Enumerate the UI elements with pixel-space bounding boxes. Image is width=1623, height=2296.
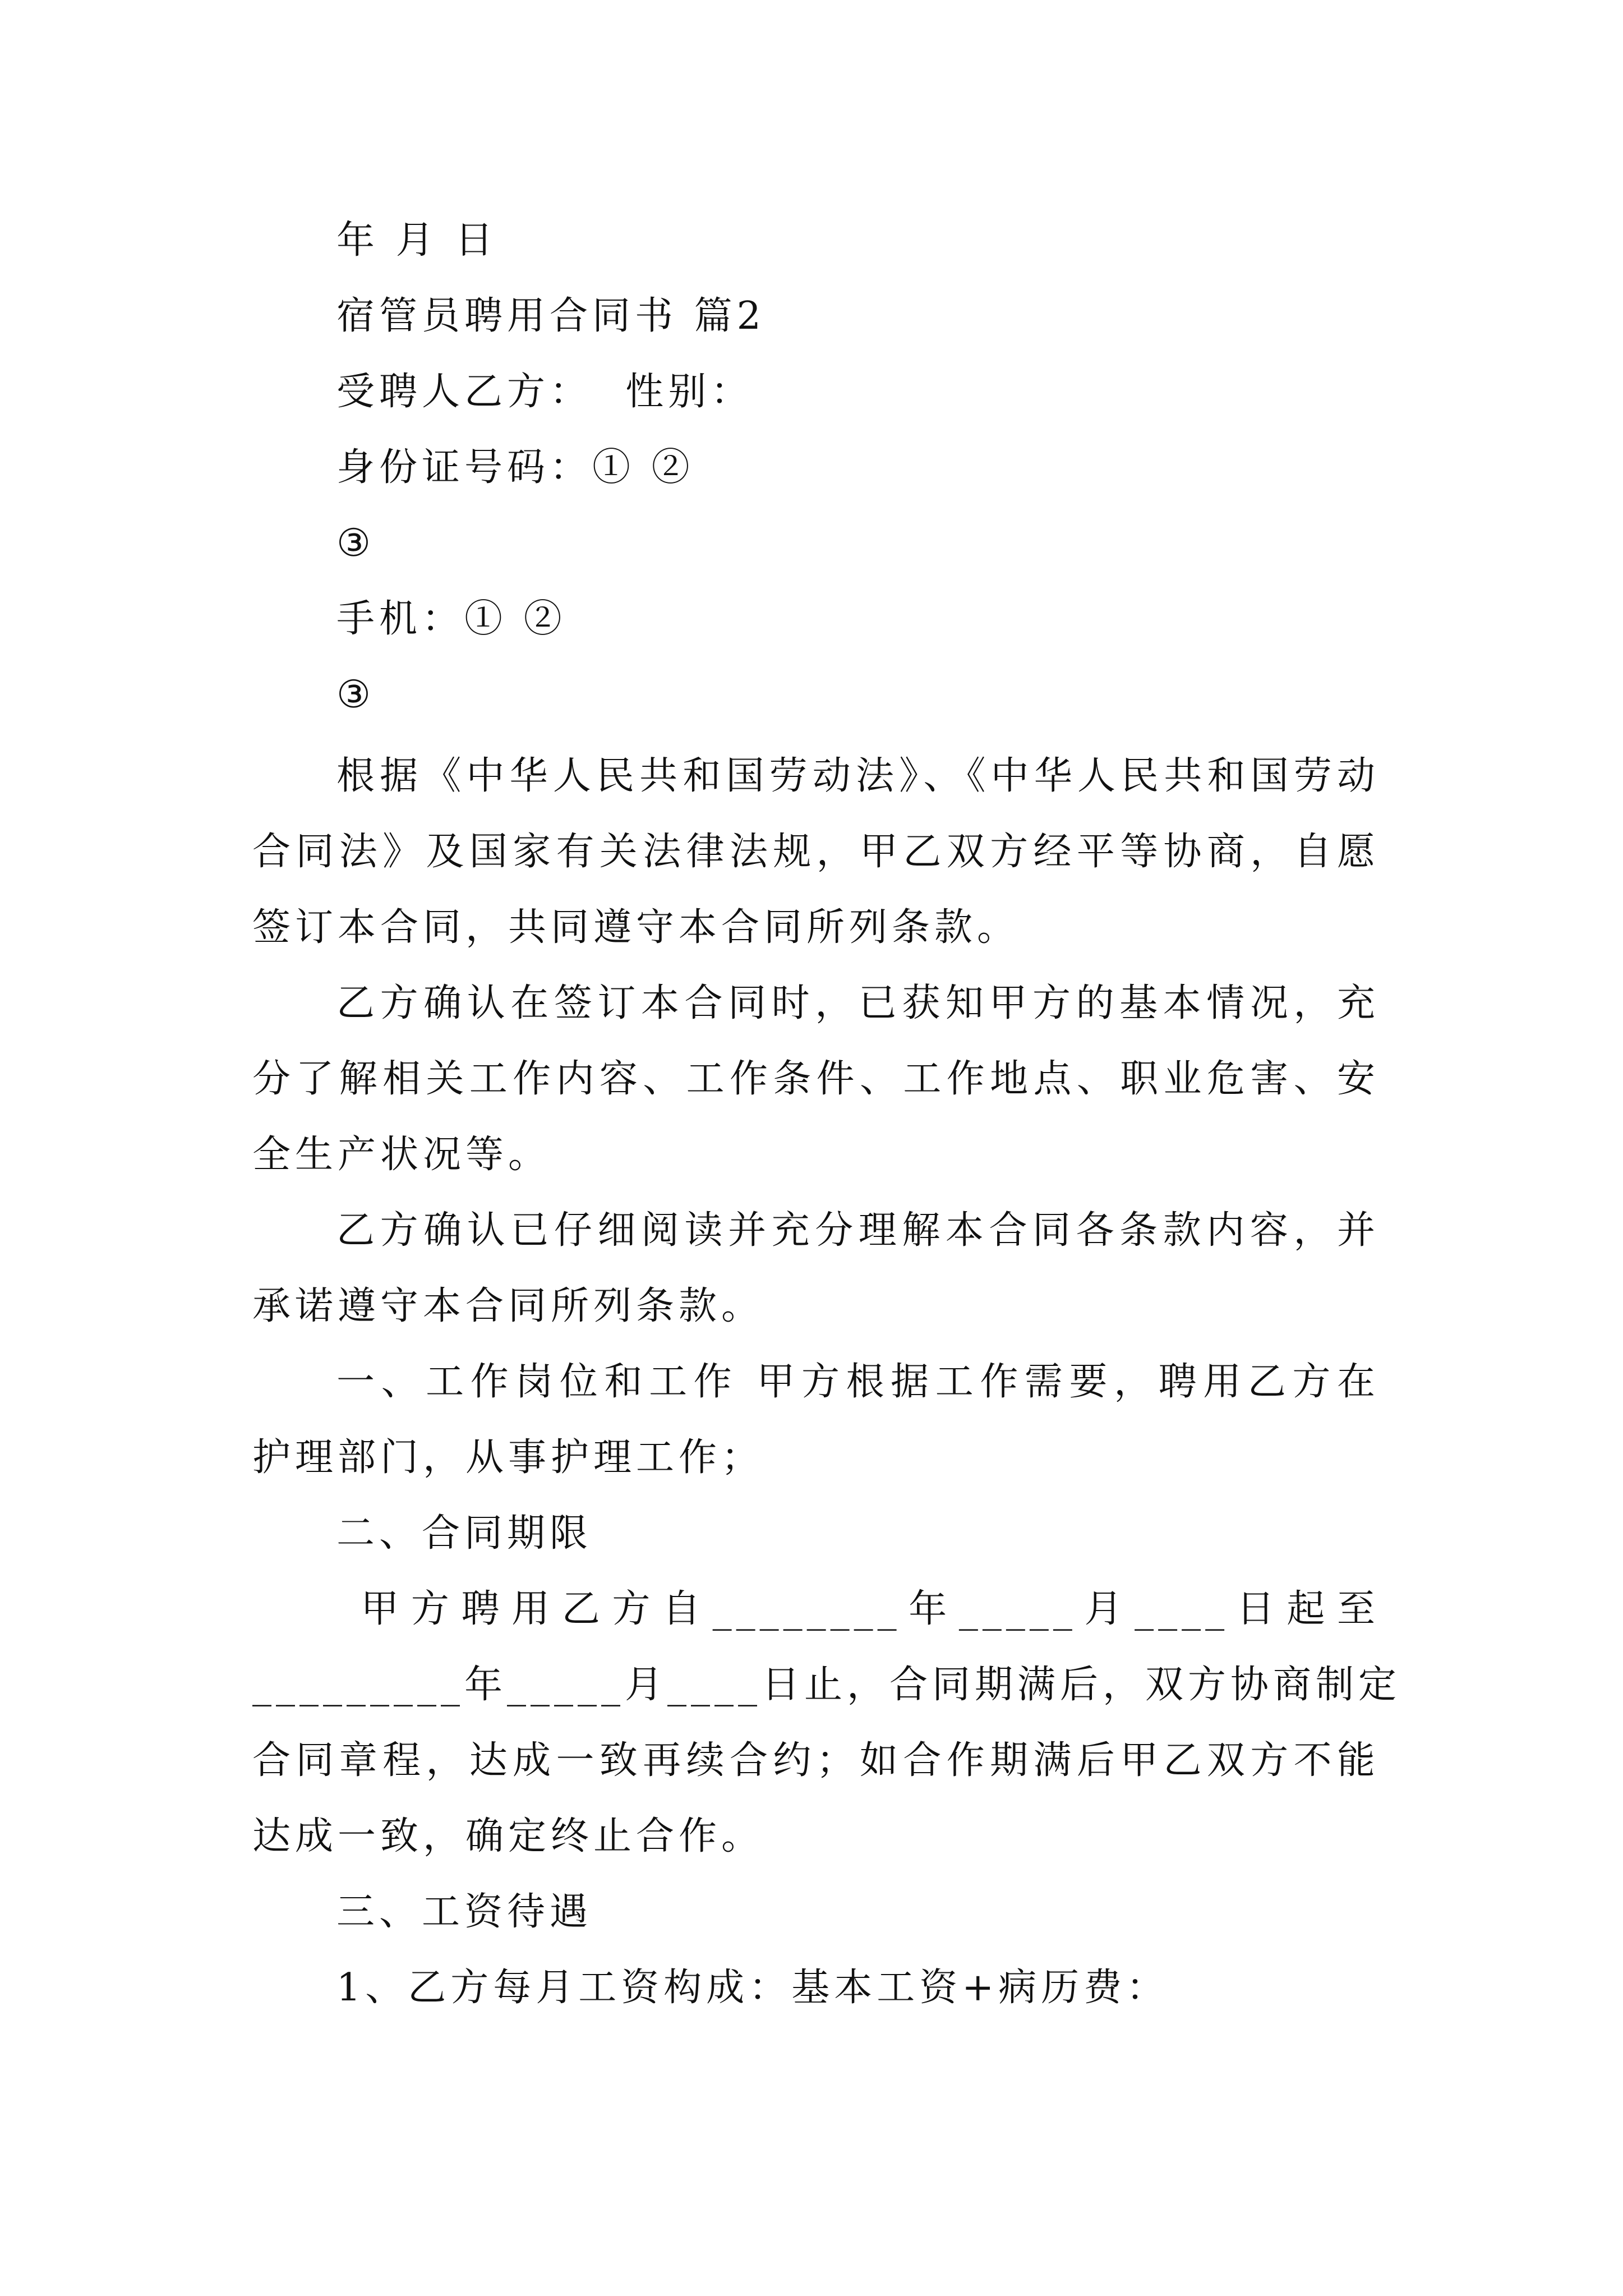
clause-2-line-1: 甲方聘用乙方自________年_____月____日起至 <box>336 1587 1380 1631</box>
para-law-line-2: 合同法》及国家有关法律法规，甲乙双方经平等协商，自愿 <box>252 830 1380 874</box>
clause-1-line-1: 一、工作岗位和工作 甲方根据工作需要，聘用乙方在 <box>336 1360 1380 1404</box>
phone-line: 手机：① ② <box>336 597 566 641</box>
clause-2-line-3: 合同章程，达成一致再续合约；如合作期满后甲乙双方不能 <box>252 1738 1380 1783</box>
para-confirm2-line-2: 承诺遵守本合同所列条款。 <box>252 1284 764 1328</box>
para-confirm2-line-1: 乙方确认已仔细阅读并充分理解本合同各条款内容，并 <box>336 1208 1380 1253</box>
id-number-line-3: ③ <box>336 521 375 565</box>
section-title: 宿管员聘用合同书 篇2 <box>336 294 766 338</box>
party-b-line: 受聘人乙方： 性别： <box>336 370 754 414</box>
clause-3-title: 三、工资待遇 <box>336 1890 593 1934</box>
para-law-line-3: 签订本合同，共同遵守本合同所列条款。 <box>252 905 1020 950</box>
clause-3-item-1: 1、乙方每月工资构成：基本工资+病历费： <box>336 1966 1169 2010</box>
date-line: 年 月 日 <box>336 218 498 263</box>
para-confirm1-line-3: 全生产状况等。 <box>252 1133 551 1177</box>
para-confirm1-line-2: 分了解相关工作内容、工作条件、工作地点、职业危害、安 <box>252 1057 1380 1101</box>
clause-1-line-2: 护理部门，从事护理工作； <box>252 1435 764 1480</box>
clause-2-line-4: 达成一致，确定终止合作。 <box>252 1814 764 1858</box>
id-number-line: 身份证号码：① ② <box>336 445 694 490</box>
para-confirm1-line-1: 乙方确认在签订本合同时，已获知甲方的基本情况，充 <box>336 981 1380 1025</box>
phone-line-3: ③ <box>336 673 375 717</box>
para-law-line-1: 根据《中华人民共和国劳动法》、《中华人民共和国劳动 <box>336 754 1380 798</box>
clause-2-title: 二、合同期限 <box>336 1511 593 1556</box>
clause-2-line-2: _________年_____月____日止，合同期满后，双方协商制定 <box>252 1663 1401 1707</box>
